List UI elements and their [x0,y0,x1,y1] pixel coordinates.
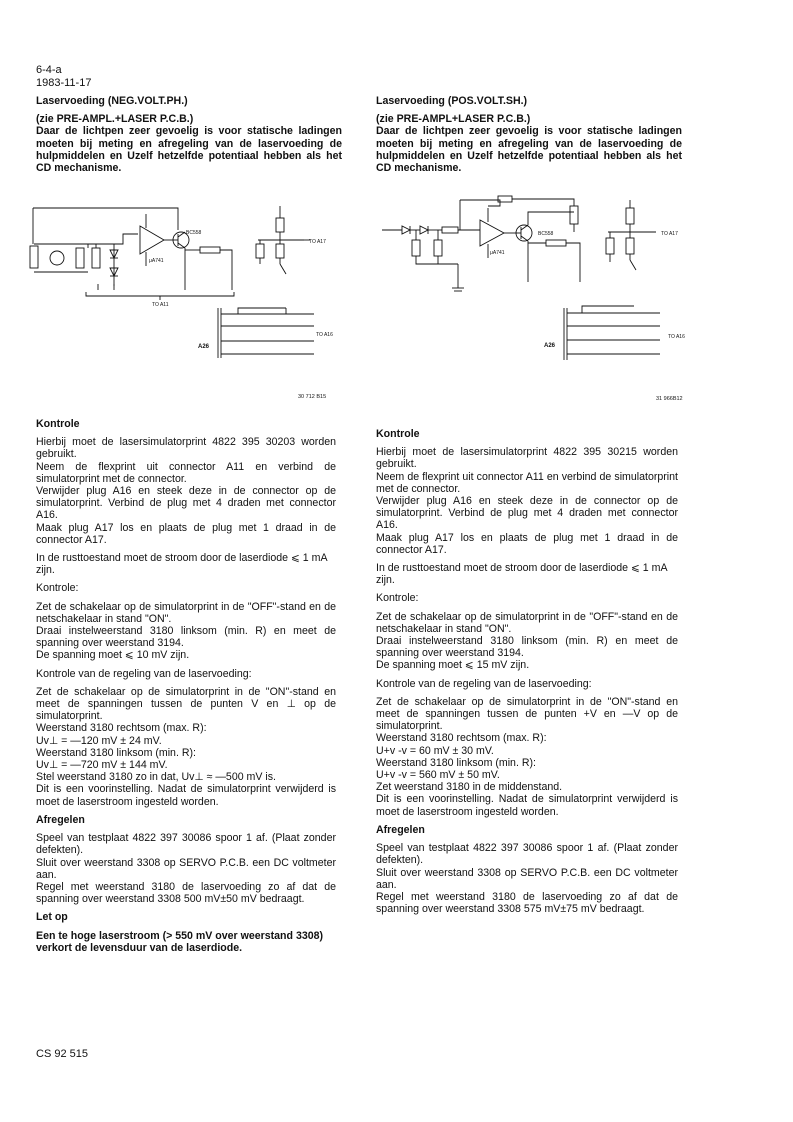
right-afregelen [376,842,678,915]
left-letop: Een te hoge laserstroom (> 550 mV over weerstand 3308) verkort de levensduur van de laserdiode. [36,929,324,954]
right-to-a16-label: TO A16 [668,334,685,340]
right-intro-2: Neem de flexprint uit connector A11 en verbind de simulatorprint met de connector. [376,470,678,495]
right-regeling: Kontrole van de regeling van de laservoeding: [376,677,592,690]
right-on-7: Dit is een voorinstelling. Nadat de simulatorprint verwijderd is moet de laserstroom ingesteld worden. [376,793,678,818]
left-letop-heading: Let op [36,911,68,924]
left-body [36,418,336,960]
left-afregelen-2: Sluit over weerstand 3308 op SERVO P.C.B. een DC voltmeter aan. [36,856,336,881]
left-afregelen [36,832,336,905]
right-body [376,428,678,921]
footer-code: CS 92 515 [36,1048,88,1060]
right-on-4: Weerstand 3180 linksom (min. R): [376,756,536,769]
left-off-1: Zet de schakelaar op de simulatorprint in de "OFF"-stand en de netschakelaar in stand "ON". [36,600,336,625]
left-on-4: Weerstand 3180 linksom (min. R): [36,746,196,759]
right-afregelen-heading: Afregelen [376,823,425,836]
right-off [376,611,678,672]
left-transistor-label: BC558 [186,230,202,236]
right-on-1: Zet de schakelaar op de simulatorprint in de "ON"-stand en meet de spanningen tussen de punten +V en —V op de simulatorprint. [376,695,678,733]
right-intro-3: Verwijder plug A16 en steek deze in de connector op de simulatorprint. Verbind de plug met 4 draden met connector A16. [376,495,678,532]
right-to-a17-label: TO A17 [661,231,678,237]
left-afregelen-heading: Afregelen [36,813,85,826]
left-intro-3: Verwijder plug A16 en steek deze in de connector op de simulatorprint. Verbind de plug met 4 draden met connector A16. [36,485,336,522]
left-to-a16-label: TO A16 [316,332,333,338]
right-off-2: Draai instelweerstand 3180 linksom (min. R) en meet de spanning over weerstand 3194. [376,635,678,660]
left-kontrole-heading: Kontrole [36,418,80,430]
right-off-1: Zet de schakelaar op de simulatorprint in de "OFF"-stand en de netschakelaar in stand "ON". [376,610,678,635]
right-on [376,696,678,818]
left-afregelen-3: Regel met weerstand 3180 de laservoeding zo af dat de spanning over weerstand 3308 500 mV±50 mV bedraagt. [36,880,336,906]
right-warning: Daar de lichtpen zeer gevoelig is voor statische ladingen moeten bij meting en afregeling van de laservoeding de hulpmiddelen en Uzelf hetzelfde potentiaal hebben als het CD mechanisme. [376,125,682,175]
left-to-a17-label: TO A17 [309,239,326,245]
right-diagram-code: 31 966B12 [656,396,683,402]
page-header [36,64,91,90]
right-on-3: U+v -v = 60 mV ± 30 mV. [376,744,494,757]
left-off-3: De spanning moet ⩽ 10 mV zijn. [36,649,190,662]
left-kontrole2: Kontrole: [36,582,79,595]
right-off-3: De spanning moet ⩽ 15 mV zijn. [376,659,530,672]
right-connector-label: A26 [544,343,556,349]
left-off-2: Draai instelweerstand 3180 linksom (min. R) en meet de spanning over weerstand 3194. [36,625,336,650]
page-ref: 6-4-a [36,64,62,76]
right-transistor-label: BC558 [538,231,554,237]
right-afregelen-2: Sluit over weerstand 3308 op SERVO P.C.B. een DC voltmeter aan. [376,866,678,891]
right-on-5: U+v -v = 560 mV ± 50 mV. [376,769,500,782]
right-on-6: Zet weerstand 3180 in de middenstand. [376,781,563,794]
left-warning: Daar de lichtpen zeer gevoelig is voor statische ladingen moeten bij meting en afregeling van de laservoeding de hulpmiddelen en Uzelf hetzelfde potentiaal hebben als het CD mechanisme. [36,125,342,175]
right-ic-label: μA741 [490,250,505,256]
right-rest: In de rusttoestand moet de stroom door de laserdiode ⩽ 1 mA zijn. [376,562,667,587]
left-regeling: Kontrole van de regeling van de laservoeding: [36,667,252,680]
right-intro-4: Maak plug A17 los en plaats de plug met 1 draad in de connector A17. [376,531,678,556]
right-intro [376,446,678,556]
left-off [36,601,336,662]
right-top [376,95,682,180]
page-date: 1983-11-17 [36,77,92,89]
left-connector-label: A26 [198,344,210,350]
left-rest: In de rusttoestand moet de stroom door de laserdiode ⩽ 1 mA zijn. [36,552,327,577]
left-circuit-diagram [28,196,348,402]
right-on-2: Weerstand 3180 rechtsom (max. R): [376,732,547,745]
left-intro-2: Neem de flexprint uit connector A11 en verbind de simulatorprint met de connector. [36,460,336,485]
right-kontrole-heading: Kontrole [376,428,420,440]
left-on-6: Stel weerstand 3180 zo in dat, Uv⊥ ≈ —500 mV is. [36,771,276,784]
left-to-a11-label: TO A11 [152,302,169,308]
left-on-1: Zet de schakelaar op de simulatorprint in de "ON"-stand en meet de spanningen tussen de punten V en ⊥ op de simulatorprint. [36,685,336,723]
left-intro [36,436,336,546]
left-top [36,95,342,180]
left-intro-4: Maak plug A17 los en plaats de plug met 1 draad in de connector A17. [36,521,336,546]
right-intro-1: Hierbij moet de lasersimulatorprint 4822 395 30215 worden gebruikt. [376,446,678,471]
left-on-7: Dit is een voorinstelling. Nadat de simulatorprint verwijderd is moet de laserstroom ingesteld worden. [36,783,336,808]
right-subtitle: (zie PRE-AMPL+LASER P.C.B.) [376,113,531,126]
right-circuit-diagram [368,192,698,404]
left-on-2: Weerstand 3180 rechtsom (max. R): [36,722,207,735]
left-subtitle: (zie PRE-AMPL.+LASER P.C.B.) [36,113,194,126]
right-title: Laservoeding (POS.VOLT.SH.) [376,95,528,107]
left-on-5: Uv⊥ = —720 mV ± 144 mV. [36,759,168,772]
right-afregelen-1: Speel van testplaat 4822 397 30086 spoor 1 af. (Plaat zonder defekten). [376,842,678,867]
left-on-3: Uv⊥ = —120 mV ± 24 mV. [36,734,162,747]
right-kontrole2: Kontrole: [376,592,419,605]
left-diagram-code: 30 712 B15 [298,394,327,400]
left-title: Laservoeding (NEG.VOLT.PH.) [36,95,188,107]
left-intro-1: Hierbij moet de lasersimulatorprint 4822 395 30203 worden gebruikt. [36,436,336,461]
left-ic-label: μA741 [149,258,164,264]
right-afregelen-3: Regel met weerstand 3180 de laservoeding zo af dat de spanning over weerstand 3308 575 mV±75 mV bedraagt. [376,890,678,916]
left-afregelen-1: Speel van testplaat 4822 397 30086 spoor 1 af. (Plaat zonder defekten). [36,832,336,857]
left-on [36,686,336,808]
